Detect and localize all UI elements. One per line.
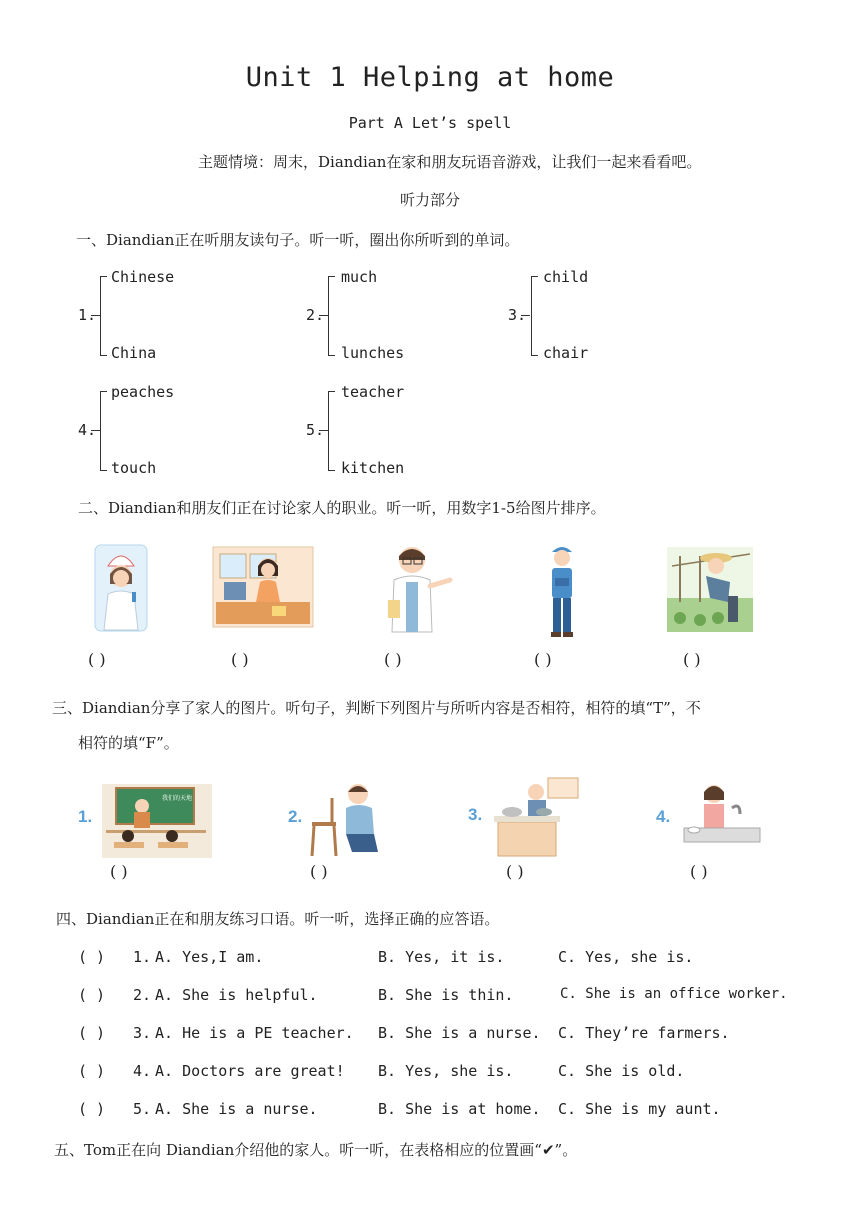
item-number: 5. — [306, 421, 325, 439]
word-option-top[interactable]: teacher — [341, 383, 405, 401]
section2-instruction: 二、Diandian和朋友们正在讨论家人的职业。听一听，用数字1-5给图片排序。 — [78, 499, 606, 517]
option-b[interactable]: B. Yes, she is. — [378, 1062, 514, 1080]
word-option-top[interactable]: Chinese — [111, 268, 175, 286]
option-b[interactable]: B. She is at home. — [378, 1100, 541, 1118]
section3-instruction-line2: 相符的填“F”。 — [78, 734, 179, 752]
option-a[interactable]: A. She is helpful. — [155, 986, 318, 1004]
word-option-bottom[interactable]: touch — [111, 459, 157, 477]
scene-number: 1. — [78, 807, 93, 826]
section5-instruction: 五、Tom正在向 Diandian介绍他的家人。听一听，在表格相应的位置画“✔”。 — [54, 1141, 578, 1159]
word-option-top[interactable]: child — [543, 268, 589, 286]
scene-man-fixing-chair — [286, 778, 382, 858]
option-a[interactable]: A. Yes,I am. — [155, 948, 264, 966]
scene-woman-washing-dishes — [654, 778, 764, 852]
board-text: 我们的天地 — [162, 795, 193, 802]
scene-number: 4. — [656, 807, 671, 826]
option-c[interactable]: C. She is my aunt. — [558, 1100, 721, 1118]
answer-paren[interactable]: ( ) — [78, 1024, 106, 1042]
word-option-top[interactable]: peaches — [111, 383, 175, 401]
scene-man-cooking — [466, 776, 582, 858]
word-option-top[interactable]: much — [341, 268, 378, 286]
option-c[interactable]: C. Yes, she is. — [558, 948, 694, 966]
answer-paren[interactable]: ( ) — [78, 1100, 106, 1118]
item-number: 3. — [508, 306, 527, 324]
word-option-bottom[interactable]: chair — [543, 344, 589, 362]
rank-blank-4[interactable]: ( ) — [534, 650, 552, 669]
doctor-image — [384, 542, 458, 634]
item-number: 4. — [78, 421, 97, 439]
question-number: 2. — [133, 986, 152, 1004]
question-number: 1. — [133, 948, 152, 966]
question-number: 4. — [133, 1062, 152, 1080]
tf-blank-4[interactable]: ( ) — [690, 862, 708, 881]
section3-instruction-line1: 三、Diandian分享了家人的图片。听句子，判断下列图片与所听内容是否相符，相符的填“T”，不 — [52, 699, 701, 717]
tf-blank-1[interactable]: ( ) — [110, 862, 128, 881]
tf-blank-3[interactable]: ( ) — [506, 862, 524, 881]
rank-blank-3[interactable]: ( ) — [384, 650, 402, 669]
option-b[interactable]: B. Yes, it is. — [378, 948, 505, 966]
rank-blank-2[interactable]: ( ) — [231, 650, 249, 669]
question-number: 3. — [133, 1024, 152, 1042]
tf-blank-2[interactable]: ( ) — [310, 862, 328, 881]
section1-instruction: 一、Diandian正在听朋友读句子。听一听，圈出你所听到的单词。 — [76, 231, 520, 249]
question-number: 5. — [133, 1100, 152, 1118]
option-b[interactable]: B. She is thin. — [378, 986, 514, 1004]
option-c[interactable]: C. They’re farmers. — [558, 1024, 730, 1042]
option-b[interactable]: B. She is a nurse. — [378, 1024, 541, 1042]
rank-blank-5[interactable]: ( ) — [683, 650, 701, 669]
scene-teacher-classroom — [76, 782, 214, 862]
scene-number: 3. — [468, 805, 483, 824]
page-title: Unit 1 Helping at home — [245, 62, 615, 93]
option-c[interactable]: C. She is old. — [558, 1062, 685, 1080]
option-c[interactable]: C. She is an office worker. — [560, 986, 788, 1002]
scene-number: 2. — [288, 807, 303, 826]
option-a[interactable]: A. Doctors are great! — [155, 1062, 345, 1080]
word-option-bottom[interactable]: lunches — [341, 344, 405, 362]
rank-blank-1[interactable]: ( ) — [88, 650, 106, 669]
answer-paren[interactable]: ( ) — [78, 986, 106, 1004]
farmer-image — [666, 546, 756, 634]
listening-heading: 听力部分 — [399, 191, 460, 209]
worker-image — [544, 542, 580, 640]
theme-text: 主题情境：周末，Diandian在家和朋友玩语音游戏，让我们一起来看看吧。 — [198, 153, 702, 171]
page-subtitle: Part A Let’s spell — [348, 114, 512, 132]
answer-paren[interactable]: ( ) — [78, 1062, 106, 1080]
word-option-bottom[interactable]: kitchen — [341, 459, 405, 477]
answer-paren[interactable]: ( ) — [78, 948, 106, 966]
option-a[interactable]: A. She is a nurse. — [155, 1100, 318, 1118]
item-number: 2. — [306, 306, 325, 324]
office-worker-image — [212, 546, 316, 630]
nurse-image — [94, 544, 150, 634]
word-option-bottom[interactable]: China — [111, 344, 157, 362]
section4-instruction: 四、Diandian正在和朋友练习口语。听一听，选择正确的应答语。 — [56, 910, 500, 928]
option-a[interactable]: A. He is a PE teacher. — [155, 1024, 354, 1042]
item-number: 1. — [78, 306, 97, 324]
